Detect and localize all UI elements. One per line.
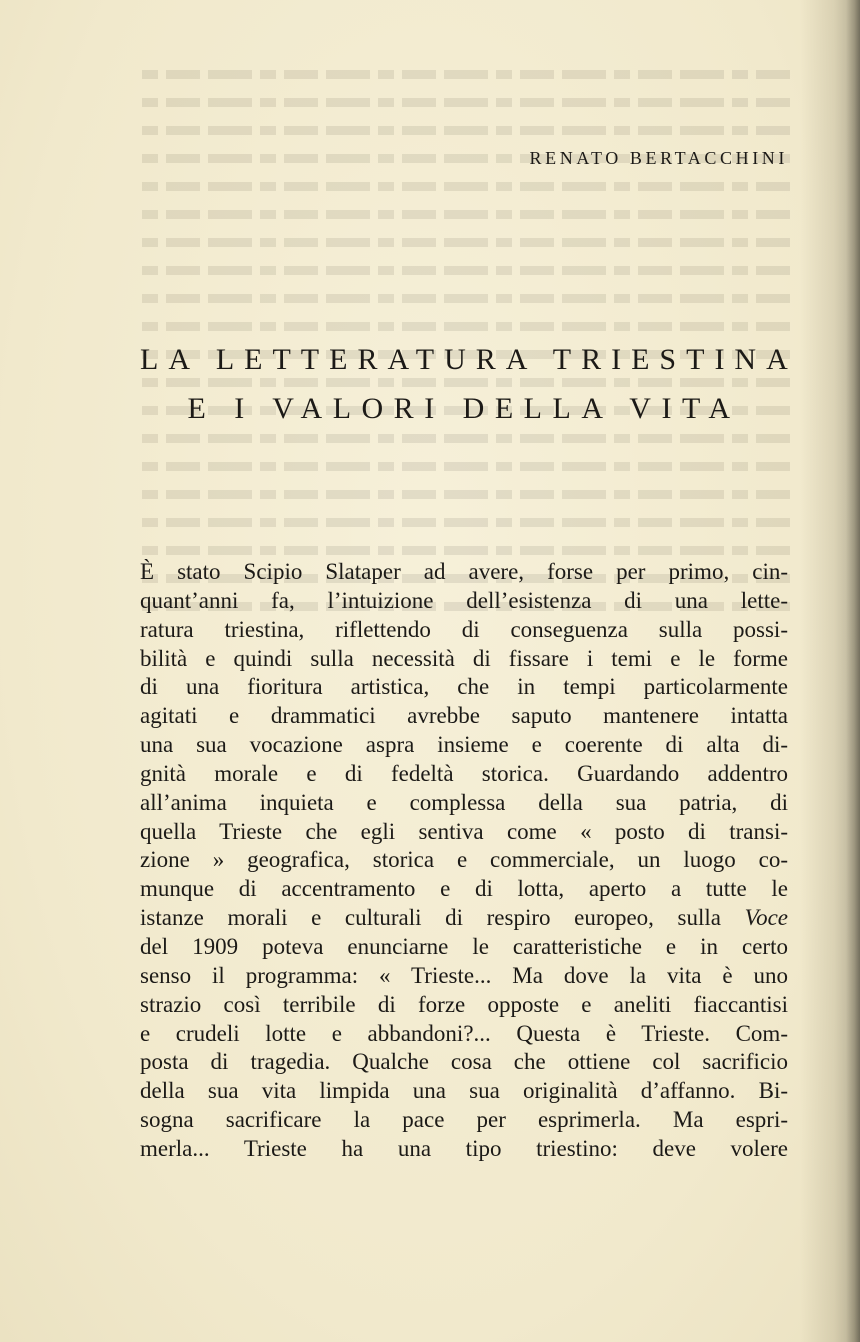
body-paragraph [140, 558, 788, 1164]
text-line: sogna sacrificare la pace per esprimerla. Ma espri- [140, 1107, 788, 1133]
text-line: del 1909 poteva enunciarne le caratteristiche e in certo [140, 933, 788, 959]
text-line: della sua vita limpida una sua originalità d’affanno. Bi- [140, 1078, 788, 1104]
text-line: È stato Scipio Slataper ad avere, forse per primo, cin- [140, 559, 788, 584]
chapter-title-line-2: E I VALORI DELLA VITA [187, 392, 741, 425]
text-line: quant’anni fa, l’intuizione dell’esistenza di una lette- [140, 587, 788, 613]
journal-title-italic: Voce [744, 905, 788, 931]
text-segment: istanze morali e culturali di respiro europeo, sulla [140, 905, 721, 931]
show-through-text [140, 60, 798, 620]
text-line: merla... Trieste ha una tipo triestino: deve volere [140, 1135, 788, 1161]
text-line: strazio così terribile di forze opposte e aneliti fiaccantisi [140, 991, 788, 1017]
text-line: posta di tragedia. Qualche cosa che ottiene col sacrificio [140, 1049, 788, 1075]
text-line: ratura triestina, riflettendo di conseguenza sulla possi- [140, 616, 788, 642]
text-line: all’anima inquieta e complessa della sua patria, di [140, 789, 788, 815]
text-line: gnità morale e di fedeltà storica. Guardando addentro [140, 760, 788, 786]
author-name: RENATO BERTACCHINI [529, 148, 788, 168]
chapter-title-line-1: LA LETTERATURA TRIESTINA [140, 343, 798, 376]
text-line: bilità e quindi sulla necessità di fissare i temi e le forme [140, 645, 788, 671]
text-line: munque di accentramento e di lotta, aperto a tutte le [140, 876, 788, 902]
text-line: agitati e drammatici avrebbe saputo mantenere intatta [140, 703, 788, 729]
text-line: una sua vocazione aspra insieme e coerente di alta di- [140, 732, 788, 758]
text-line: e crudeli lotte e abbandoni?... Questa è Trieste. Com- [140, 1020, 788, 1046]
text-line: zione » geografica, storica e commerciale, un luogo co- [140, 847, 788, 873]
text-line: quella Trieste che egli sentiva come « posto di transi- [140, 818, 788, 844]
text-line: di una fioritura artistica, che in tempi particolarmente [140, 674, 788, 700]
text-line: senso il programma: « Trieste... Ma dove la vita è uno [140, 962, 788, 988]
text-line-with-italic [140, 904, 788, 933]
page-edge-shadow [846, 0, 860, 1342]
